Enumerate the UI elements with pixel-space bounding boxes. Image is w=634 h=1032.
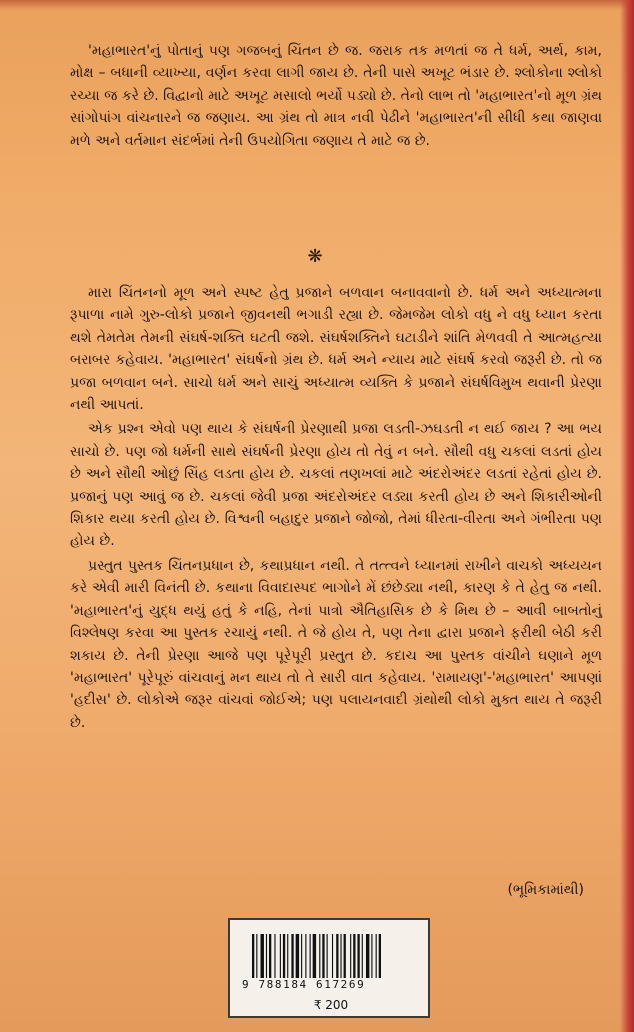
barcode-sticker — [228, 918, 430, 1018]
page-top-shade — [0, 0, 634, 10]
intro-paragraph: 'મહાભારત'નું પોતાનું પણ ગજબનું ચિંતન છે જ. જરાક તક મળતાં જ તે ધર્મ, અર્થ, કામ, મોક્ષ – બધાની વ્યાખ્યા, વર્ણન કરવા લાગી જાય છે. તેની પાસે અખૂટ ભંડાર છે. શ્લોકોના શ્લોકો રચ્યા જ કરે છે. વિદ્વાનો માટે અખૂટ મસાલો ભર્યો પડ્યો છે. તેનો લાભ તો 'મહાભારત'નો મૂળ ગ્રંથ સાંગોપાંગ વાંચનારને જ જણાય. આ ગ્રંથ તો માત્ર નવી પેઢીને 'મહાભારત'ની સીધી કથા જાણવા મળે અને વર્તમાન સંદર્ભમાં તેની ઉપયોગિતા જણાય તે માટે જ છે. — [70, 43, 602, 149]
source-note: (ભૂમિકામાંથી) — [507, 882, 584, 898]
spine-edge — [620, 0, 634, 1032]
intro-section — [70, 40, 602, 152]
body-paragraph-3: પ્રસ્તુત પુસ્તક ચિંતનપ્રધાન છે, કથાપ્રધાન નથી. તે તત્ત્વને ધ્યાનમાં રાખીને વાચકો અધ્યયન કરે એવી મારી વિનંતી છે. કથાના વિવાદાસ્પદ ભાગોને મેં છંછેડ્યા નથી, કારણ કે તે હેતુ જ નથી. 'મહાભારત'નું યુદ્ધ થયું હતું કે નહિ, તેનાં પાત્રો ઐતિહાસિક છે કે મિથ છે – આવી બાબતોનું વિશ્લેષણ કરવા આ પુસ્તક રચાયું નથી. તે જે હોય તે, પણ તેના દ્વારા પ્રજાને ફરીથી બેઠી કરી શકાય છે. તેની પ્રેરણા આજે પણ પૂરેપૂરી પ્રસ્તુત છે. કદાચ આ પુસ્તક વાંચીને ઘણાને મૂળ 'મહાભારત' પૂરેપૂરું વાંચવાનું મન થાય તો તે સારી વાત કહેવાય. 'રામાયણ'-'મહાભારત' આપણાં 'હદીસ' છે. લોકોએ જરૂર વાંચવાં જોઈએ; પણ પલાયનવાદી ગ્રંથોથી લોકો મુક્ત થાય તે જરૂરી છે. — [70, 557, 602, 731]
body-section — [70, 282, 602, 736]
isbn-number: 9 788184 617269 — [242, 978, 366, 991]
section-ornament: ❋ — [307, 246, 323, 267]
body-paragraph-2: એક પ્રશ્ન એવો પણ થાય કે સંઘર્ષની પ્રેરણાથી પ્રજા લડતી-ઝઘડતી ન થઈ જાય ? આ ભય સાચો છે. પણ જો ધર્મની સાથે સંઘર્ષની પ્રેરણા હોય તો તેવું ન બને. સૌથી વધુ ચકલાં લડતાં હોય છે અને સૌથી ઓછું સિંહ લડતા હોય છે. ચકલાં તણખલાં માટે અંદરોઅંદર લડતાં રહેતાં હોય છે. પ્રજાનું પણ આવું જ છે. ચકલાં જેવી પ્રજા અંદરોઅંદર લડ્યા કરતી હોય છે અને શિકારીઓની શિકાર થયા કરતી હોય છે. વિશ્વની બહાદુર પ્રજાને જોજો, તેમાં ધીરતા-વીરતા અને ગંભીરતા પણ હોય છે. — [70, 421, 602, 550]
price-label: ₹ 200 — [313, 998, 349, 1012]
body-paragraph-1: મારા ચિંતનનો મૂળ અને સ્પષ્ટ હેતુ પ્રજાને બળવાન બનાવવાનો છે. ધર્મ અને અધ્યાત્મના રૂપાળા નામે ગુરુ-લોકો પ્રજાને જીવનથી ભગાડી રહ્યા છે. જેમજેમ લોકો વધુ ને વધુ ધ્યાન કરતા થશે તેમતેમ તેમની સંઘર્ષ-શક્તિ ઘટતી જશે. સંઘર્ષશક્તિને ઘટાડીને શાંતિ મેળવવી તે આત્મહત્યા બરાબર કહેવાય. 'મહાભારત' સંઘર્ષનો ગ્રંથ છે. ધર્મ અને ન્યાય માટે સંઘર્ષ કરવો જરૂરી છે. તો જ પ્રજા બળવાન બને. સાચો ધર્મ અને સાચું અધ્યાત્મ વ્યક્તિ કે પ્રજાને સંઘર્ષવિમુખ થવાની પ્રેરણા નથી આપતાં. — [70, 285, 602, 414]
